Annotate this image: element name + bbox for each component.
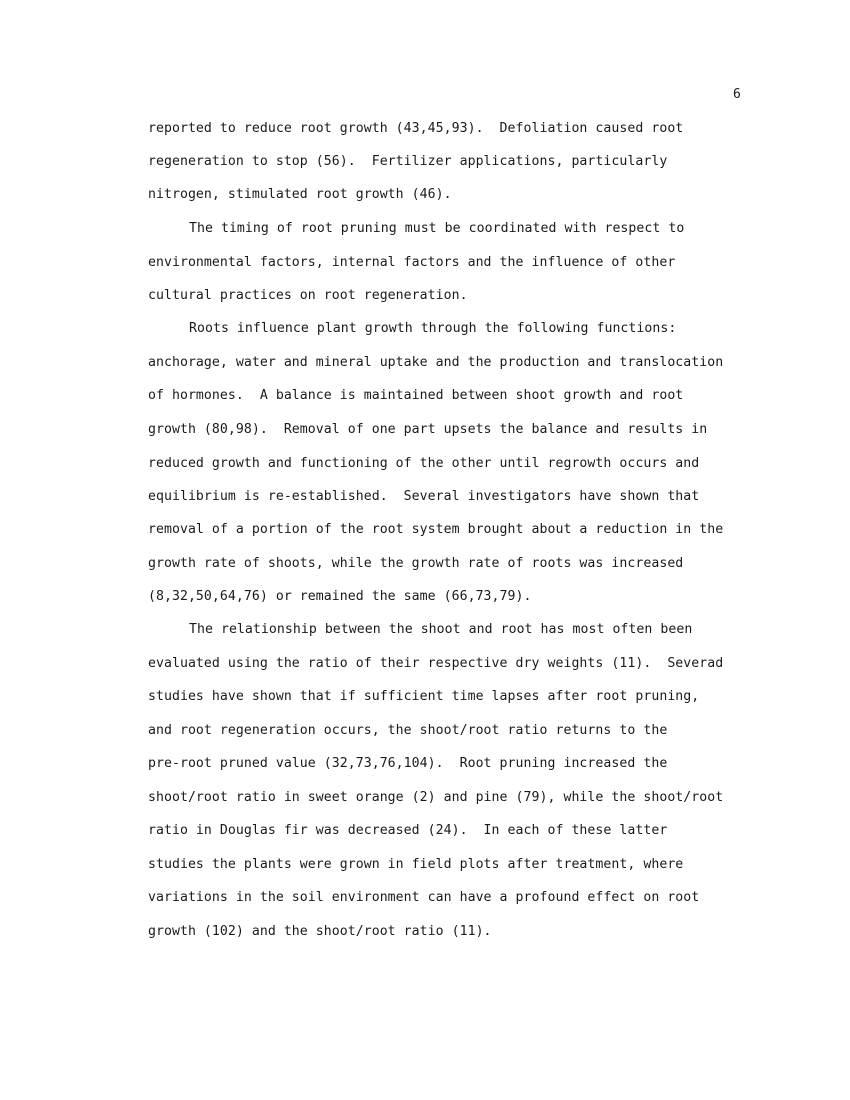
text-line-22: ratio in Douglas fir was decreased (24). In each of these latter: [148, 823, 668, 838]
text-line-10: growth (80,98). Removal of one part upsets the balance and results in: [148, 422, 708, 437]
text-line-6: cultural practices on root regeneration.: [148, 288, 468, 303]
text-line-21: shoot/root ratio in sweet orange (2) and pine (79), while the shoot/root: [148, 790, 724, 805]
text-line-9: of hormones. A balance is maintained between shoot growth and root: [148, 388, 684, 403]
text-line-3: nitrogen, stimulated root growth (46).: [148, 187, 452, 202]
text-line-16: The relationship between the shoot and root has most often been: [189, 622, 693, 637]
text-line-4: The timing of root pruning must be coordinated with respect to: [189, 221, 685, 236]
text-line-13: removal of a portion of the root system brought about a reduction in the: [148, 522, 724, 537]
text-line-17: evaluated using the ratio of their respective dry weights (11). Severad: [148, 656, 724, 671]
text-line-5: environmental factors, internal factors and the influence of other: [148, 255, 676, 270]
text-line-25: growth (102) and the shoot/root ratio (11).: [148, 924, 492, 939]
text-line-11: reduced growth and functioning of the other until regrowth occurs and: [148, 456, 700, 471]
text-line-1: reported to reduce root growth (43,45,93). Defoliation caused root: [148, 121, 684, 136]
text-line-24: variations in the soil environment can have a profound effect on root: [148, 890, 700, 905]
text-line-15: (8,32,50,64,76) or remained the same (66,73,79).: [148, 589, 532, 604]
text-line-20: pre-root pruned value (32,73,76,104). Root pruning increased the: [148, 756, 668, 771]
text-line-23: studies the plants were grown in field plots after treatment, where: [148, 857, 684, 872]
text-line-2: regeneration to stop (56). Fertilizer applications, particularly: [148, 154, 668, 169]
text-line-19: and root regeneration occurs, the shoot/root ratio returns to the: [148, 723, 668, 738]
text-line-7: Roots influence plant growth through the following functions:: [189, 321, 677, 336]
text-line-14: growth rate of shoots, while the growth rate of roots was increased: [148, 556, 684, 571]
text-line-18: studies have shown that if sufficient time lapses after root pruning,: [148, 689, 700, 704]
text-line-8: anchorage, water and mineral uptake and the production and translocation: [148, 355, 724, 370]
text-line-12: equilibrium is re-established. Several investigators have shown that: [148, 489, 700, 504]
page-number: 6: [733, 87, 741, 102]
